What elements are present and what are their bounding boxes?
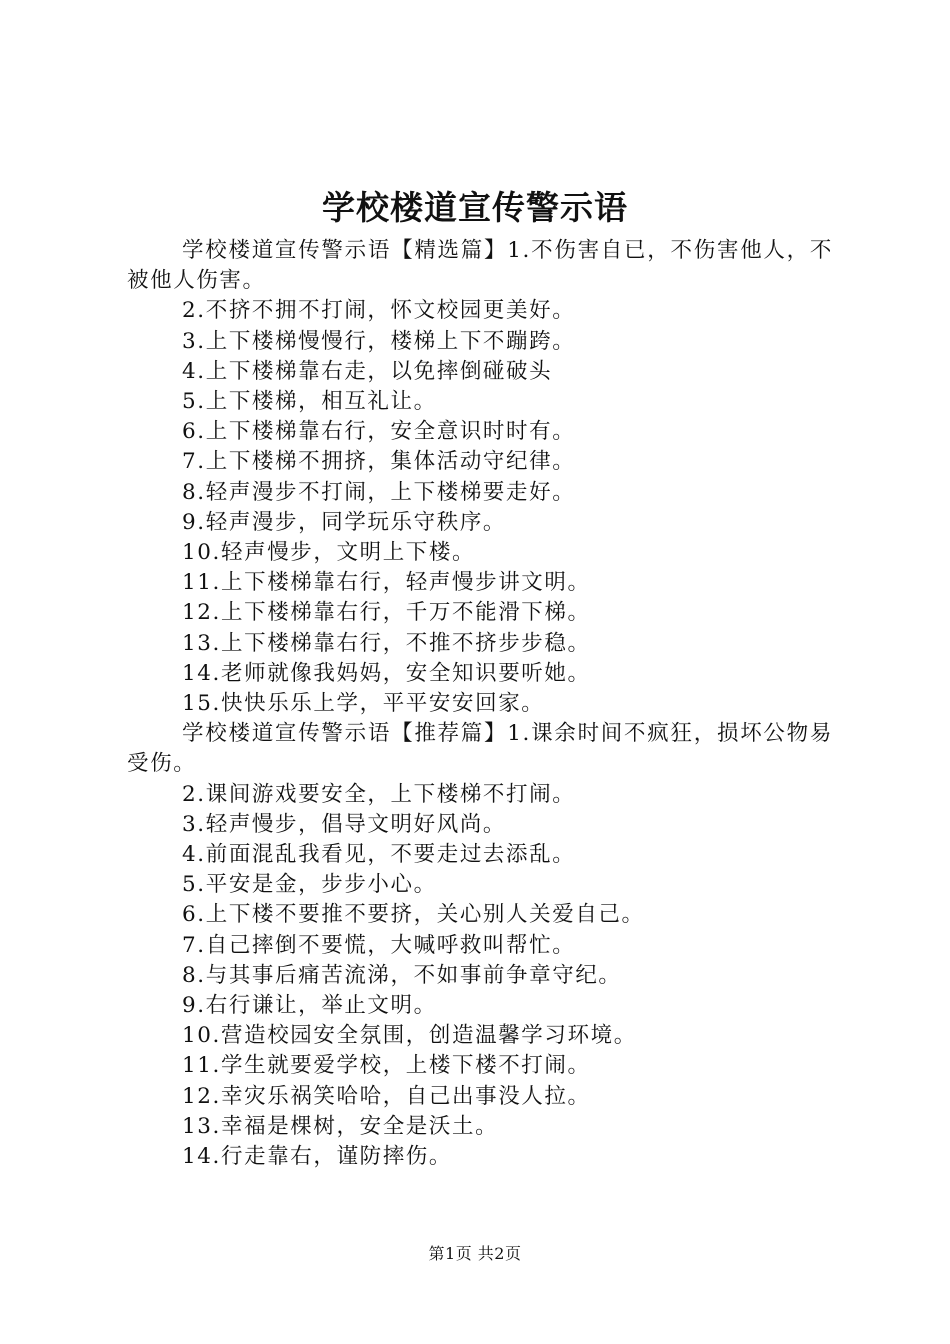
list-item: 6.上下楼梯靠右行，安全意识时时有。 bbox=[182, 419, 576, 445]
list-item: 5.平安是金，步步小心。 bbox=[182, 872, 437, 898]
list-item: 5.上下楼梯，相互礼让。 bbox=[182, 389, 437, 415]
list-item: 11.上下楼梯靠右行，轻声慢步讲文明。 bbox=[182, 570, 591, 596]
list-item: 8.轻声漫步不打闹，上下楼梯要走好。 bbox=[182, 479, 576, 505]
page-title: 学校楼道宣传警示语 bbox=[322, 188, 628, 227]
list-item: 12.幸灾乐祸笑哈哈，自己出事没人拉。 bbox=[182, 1083, 591, 1109]
list-item: 6.上下楼不要推不要挤，关心别人关爱自己。 bbox=[182, 902, 645, 928]
list-item: 3.轻声慢步，倡导文明好风尚。 bbox=[182, 811, 507, 837]
list-item: 3.上下楼梯慢慢行，楼梯上下不蹦跨。 bbox=[182, 328, 576, 354]
list-item: 7.自己摔倒不要慌，大喊呼救叫帮忙。 bbox=[182, 932, 576, 958]
section-intro: 学校楼道宣传警示语【推荐篇】1.课余时间不疯狂，损坏公物易受伤。 bbox=[127, 721, 833, 777]
list-item: 9.轻声漫步，同学玩乐守秩序。 bbox=[182, 509, 507, 535]
list-item: 15.快快乐乐上学，平平安安回家。 bbox=[182, 691, 545, 717]
section-intro: 学校楼道宣传警示语【精选篇】1.不伤害自已，不伤害他人，不被他人伤害。 bbox=[127, 238, 833, 294]
list-item: 12.上下楼梯靠右行，千万不能滑下梯。 bbox=[182, 600, 591, 626]
list-item: 11.学生就要爱学校，上楼下楼不打闹。 bbox=[182, 1053, 591, 1079]
list-item: 4.前面混乱我看见，不要走过去添乱。 bbox=[182, 842, 576, 868]
list-item: 9.右行谦让，举止文明。 bbox=[182, 993, 437, 1019]
list-item: 14.行走靠右，谨防摔伤。 bbox=[182, 1144, 452, 1170]
list-item: 4.上下楼梯靠右走，以免摔倒碰破头 bbox=[182, 358, 553, 384]
list-item: 13.上下楼梯靠右行，不推不挤步步稳。 bbox=[182, 630, 591, 656]
list-item: 2.不挤不拥不打闹，怀文校园更美好。 bbox=[182, 298, 576, 324]
list-item: 13.幸福是棵树，安全是沃土。 bbox=[182, 1113, 499, 1139]
page-footer: 第1页 共2页 bbox=[428, 1244, 522, 1263]
document-body bbox=[127, 236, 833, 1172]
list-item: 7.上下楼梯不拥挤，集体活动守纪律。 bbox=[182, 449, 576, 475]
list-item: 2.课间游戏要安全，上下楼梯不打闹。 bbox=[182, 781, 576, 807]
list-item: 8.与其事后痛苦流涕，不如事前争章守纪。 bbox=[182, 962, 622, 988]
list-item: 14.老师就像我妈妈，安全知识要听她。 bbox=[182, 660, 591, 686]
list-item: 10.轻声慢步，文明上下楼。 bbox=[182, 540, 476, 566]
list-item: 10.营造校园安全氛围，创造温馨学习环境。 bbox=[182, 1023, 637, 1049]
